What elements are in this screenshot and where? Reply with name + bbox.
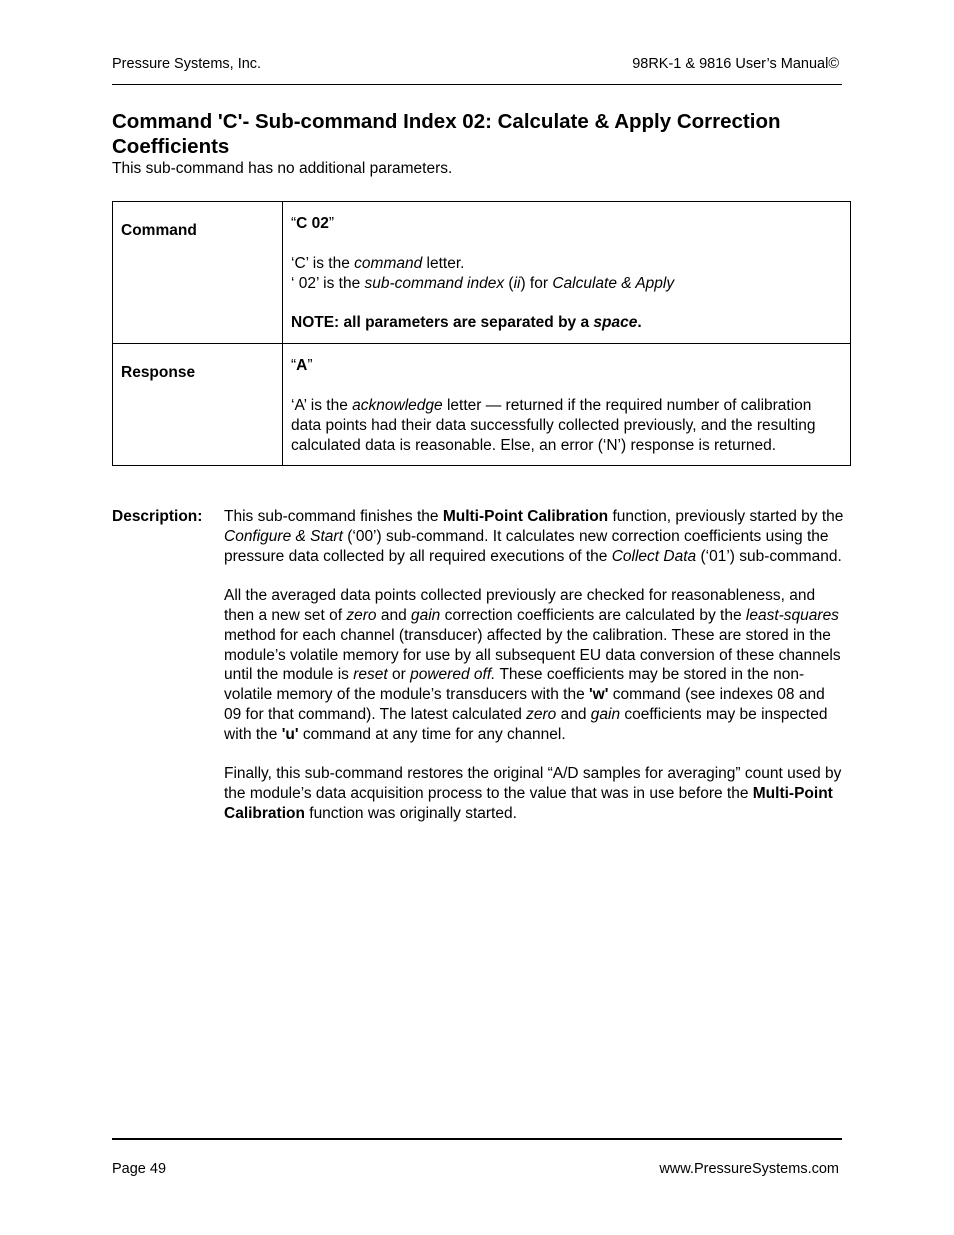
command-cell	[283, 202, 851, 344]
description-paragraph-1: This sub-command finishes the Multi-Point Calibration function, previously started by the Configure & Start (‘00’) sub-command. It calculates new correction coefficients using the pressure data collected by all required executions of the Collect Data (‘01’) sub-command.	[224, 508, 844, 565]
page-number: Page 49	[112, 1161, 167, 1177]
response-syntax: “A”	[291, 357, 313, 375]
command-label: Command	[113, 202, 283, 344]
command-syntax: “C 02”	[291, 215, 335, 232]
header-manual-title: 98RK-1 & 9816 User’s Manual©	[632, 56, 839, 72]
response-cell	[283, 344, 851, 466]
section-title: Command 'C'- Sub-command Index 02: Calculate & Apply Correction Coefficients	[112, 110, 781, 158]
description-paragraph-2: All the averaged data points collected previously are checked for reasonableness, and then a new set of zero and gain correction coefficients are calculated by the least-squares method for each channel (transducer) affected by the calibration. These are stored in the module’s volatile memory for use by all subsequent EU data conversion of these channels until the module is reset or powered off. These coefficients may be stored in the non-volatile memory of the module’s transducers with the 'w' command (see indexes 08 and 09 for that command). The latest calculated zero and gain coefficients may be inspected with the 'u' command at any time for any channel.	[224, 587, 841, 743]
description-label: Description:	[112, 508, 203, 525]
page-header	[112, 56, 842, 85]
footer-website: www.PressureSystems.com	[659, 1161, 839, 1177]
separator-note: NOTE: all parameters are separated by a space.	[291, 314, 642, 332]
response-label: Response	[113, 344, 283, 466]
command-row	[113, 202, 851, 344]
response-explanation: ‘A’ is the acknowledge letter — returned if the required number of calibration data points had their data successfully collected previously, and the resulting calculated data is reasonable. Else, an error (‘N’) response is returned.	[291, 396, 816, 454]
command-letter-line: ‘C’ is the command letter.	[291, 254, 465, 272]
header-company: Pressure Systems, Inc.	[112, 56, 262, 72]
subcommand-index-line: ‘ 02’ is the sub-command index (ii) for Calculate & Apply	[291, 274, 675, 292]
page-footer	[112, 1138, 842, 1177]
response-row	[113, 344, 851, 466]
description-body	[224, 507, 844, 844]
command-table	[112, 201, 851, 466]
intro-text: This sub-command has no additional parameters.	[112, 160, 453, 177]
description-paragraph-3: Finally, this sub-command restores the original “A/D samples for averaging” count used by the module’s data acquisition process to the value that was in use before the Multi-Point Calibration function was originally started.	[224, 765, 842, 822]
